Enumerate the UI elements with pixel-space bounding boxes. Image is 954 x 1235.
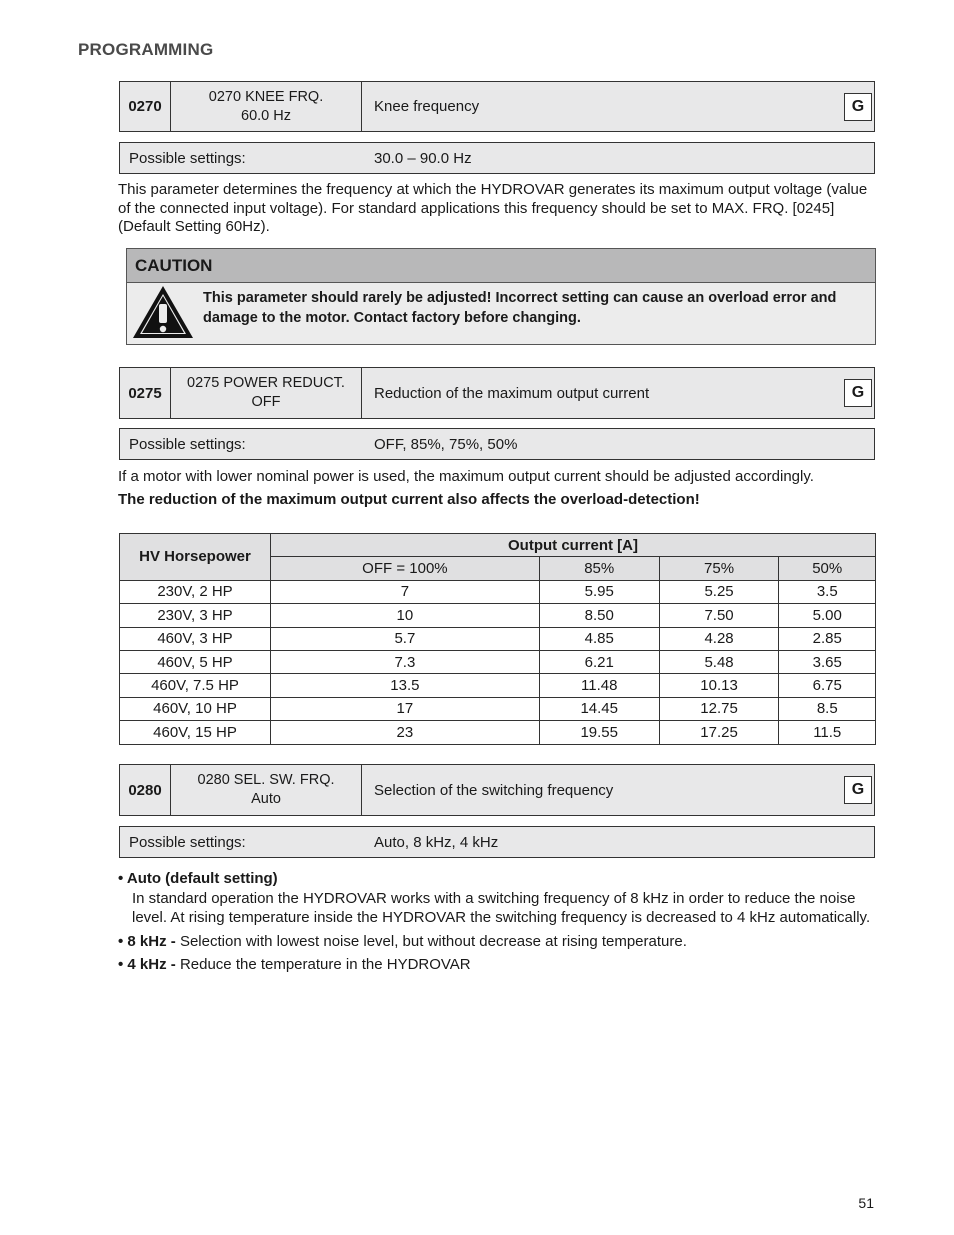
table-cell: 17.25 [659,721,779,744]
display-line1: 0270 KNEE FRQ. [208,88,324,105]
param-display [171,368,362,418]
table-cell: 17 [271,697,540,720]
param-flag: G [844,776,872,804]
table-cell: 8.5 [779,697,876,720]
bullet-list [118,869,878,979]
display-line2: OFF [251,394,281,410]
page-number: 51 [858,1195,874,1211]
table-row [120,674,876,697]
bullet-text: Selection with lowest noise level, but without decrease at rising temperature. [175,932,687,950]
table-cell: 5.25 [659,580,779,603]
table-cell: 460V, 15 HP [120,721,271,744]
table-cell: 3.65 [779,650,876,673]
table-row [120,650,876,673]
caution-text: This parameter should rarely be adjusted! Incorrect setting can cause an overload error and damage to the motor. Contact factory before changing. [203,290,837,326]
param-flag: G [844,379,872,407]
table-row [120,697,876,720]
param-description: Knee frequency [374,98,480,115]
table-cell: 4.28 [659,627,779,650]
display-line1: 0275 POWER REDUCT. [187,375,345,391]
settings-0270 [119,142,875,174]
table-cell: 5.48 [659,650,779,673]
bullet-text: Reduce the temperature in the HYDROVAR [175,956,471,973]
col-output-current: Output current [A] [271,534,876,557]
settings-label: Possible settings: [129,435,246,453]
table-cell: 3.5 [779,580,876,603]
settings-label: Possible settings: [129,833,246,851]
table-cell: 7.50 [659,604,779,627]
bullet-title: • Auto (default setting) [118,870,278,887]
table-cell: 5.7 [271,627,540,650]
table-cell: 14.45 [539,697,659,720]
table-cell: 10 [271,604,540,627]
table-cell: 230V, 3 HP [120,604,271,627]
table-cell: 10.13 [659,674,779,697]
display-line2: 60.0 Hz [241,107,291,124]
table-row [120,580,876,603]
table-cell: 11.48 [539,674,659,697]
paragraph-0275-bold: The reduction of the maximum output current also affects the overload-detection! [118,491,700,508]
settings-0280 [119,826,875,858]
param-code: 0270 [120,82,171,131]
col-hv-horsepower: HV Horsepower [120,534,271,581]
table-cell: 460V, 3 HP [120,627,271,650]
table-cell: 8.50 [539,604,659,627]
table-cell: 6.75 [779,674,876,697]
param-flag: G [844,93,872,121]
bullet-auto [118,869,878,928]
settings-value: OFF, 85%, 75%, 50% [374,435,518,453]
table-row [120,627,876,650]
param-display [171,82,362,131]
table-cell: 460V, 10 HP [120,697,271,720]
settings-value: 30.0 – 90.0 Hz [374,149,472,167]
param-0270-box [119,81,875,132]
table-cell: 7 [271,580,540,603]
table-cell: 4.85 [539,627,659,650]
table-cell: 13.5 [271,674,540,697]
bullet-text: In standard operation the HYDROVAR works with a switching frequency of 8 kHz in order to reduce the noise level. At rising temperature inside the HYDROVAR the switching frequency is decreased to 4 kHz automatically. [132,889,871,926]
param-code: 0280 [120,765,171,815]
sub-header: OFF = 100% [271,557,540,580]
section-title: PROGRAMMING [78,40,214,59]
param-description: Reduction of the maximum output current [374,384,650,402]
param-0280-box [119,764,875,816]
sub-header: 50% [779,557,876,580]
settings-value: Auto, 8 kHz, 4 kHz [374,833,499,851]
table-cell: 6.21 [539,650,659,673]
table-cell: 7.3 [271,650,540,673]
table-cell: 12.75 [659,697,779,720]
caution-title: CAUTION [127,249,875,283]
bullet-title: • 4 kHz - [118,956,176,973]
param-description: Selection of the switching frequency [374,781,614,799]
sub-header: 85% [539,557,659,580]
table-row [120,604,876,627]
table-row [120,721,876,744]
bullet-8khz [118,932,878,952]
table-cell: 19.55 [539,721,659,744]
caution-box [126,248,876,345]
table-cell: 2.85 [779,627,876,650]
table-cell: 5.00 [779,604,876,627]
table-cell: 230V, 2 HP [120,580,271,603]
output-current-table [119,533,876,745]
param-display [171,765,362,815]
warning-icon [131,284,195,340]
param-code: 0275 [120,368,171,418]
paragraph-0270: This parameter determines the frequency at which the HYDROVAR generates its maximum output voltage (value of the connected input voltage). For standard applications this frequency should be set to MAX. FRQ. [0245] (Default Setting 60Hz). [118,181,868,235]
table-cell: 460V, 5 HP [120,650,271,673]
paragraph-0275: If a motor with lower nominal power is used, the maximum output current should be adjusted accordingly. [118,468,814,485]
bullet-title: • 8 kHz - [118,932,176,950]
param-0275-box [119,367,875,419]
settings-0275 [119,428,875,460]
table-cell: 23 [271,721,540,744]
display-line2: Auto [251,791,281,807]
settings-label: Possible settings: [129,149,246,167]
sub-header: 75% [659,557,779,580]
table-cell: 460V, 7.5 HP [120,674,271,697]
table-cell: 5.95 [539,580,659,603]
bullet-4khz [118,955,878,975]
display-line1: 0280 SEL. SW. FRQ. [197,772,335,788]
table-cell: 11.5 [779,721,876,744]
